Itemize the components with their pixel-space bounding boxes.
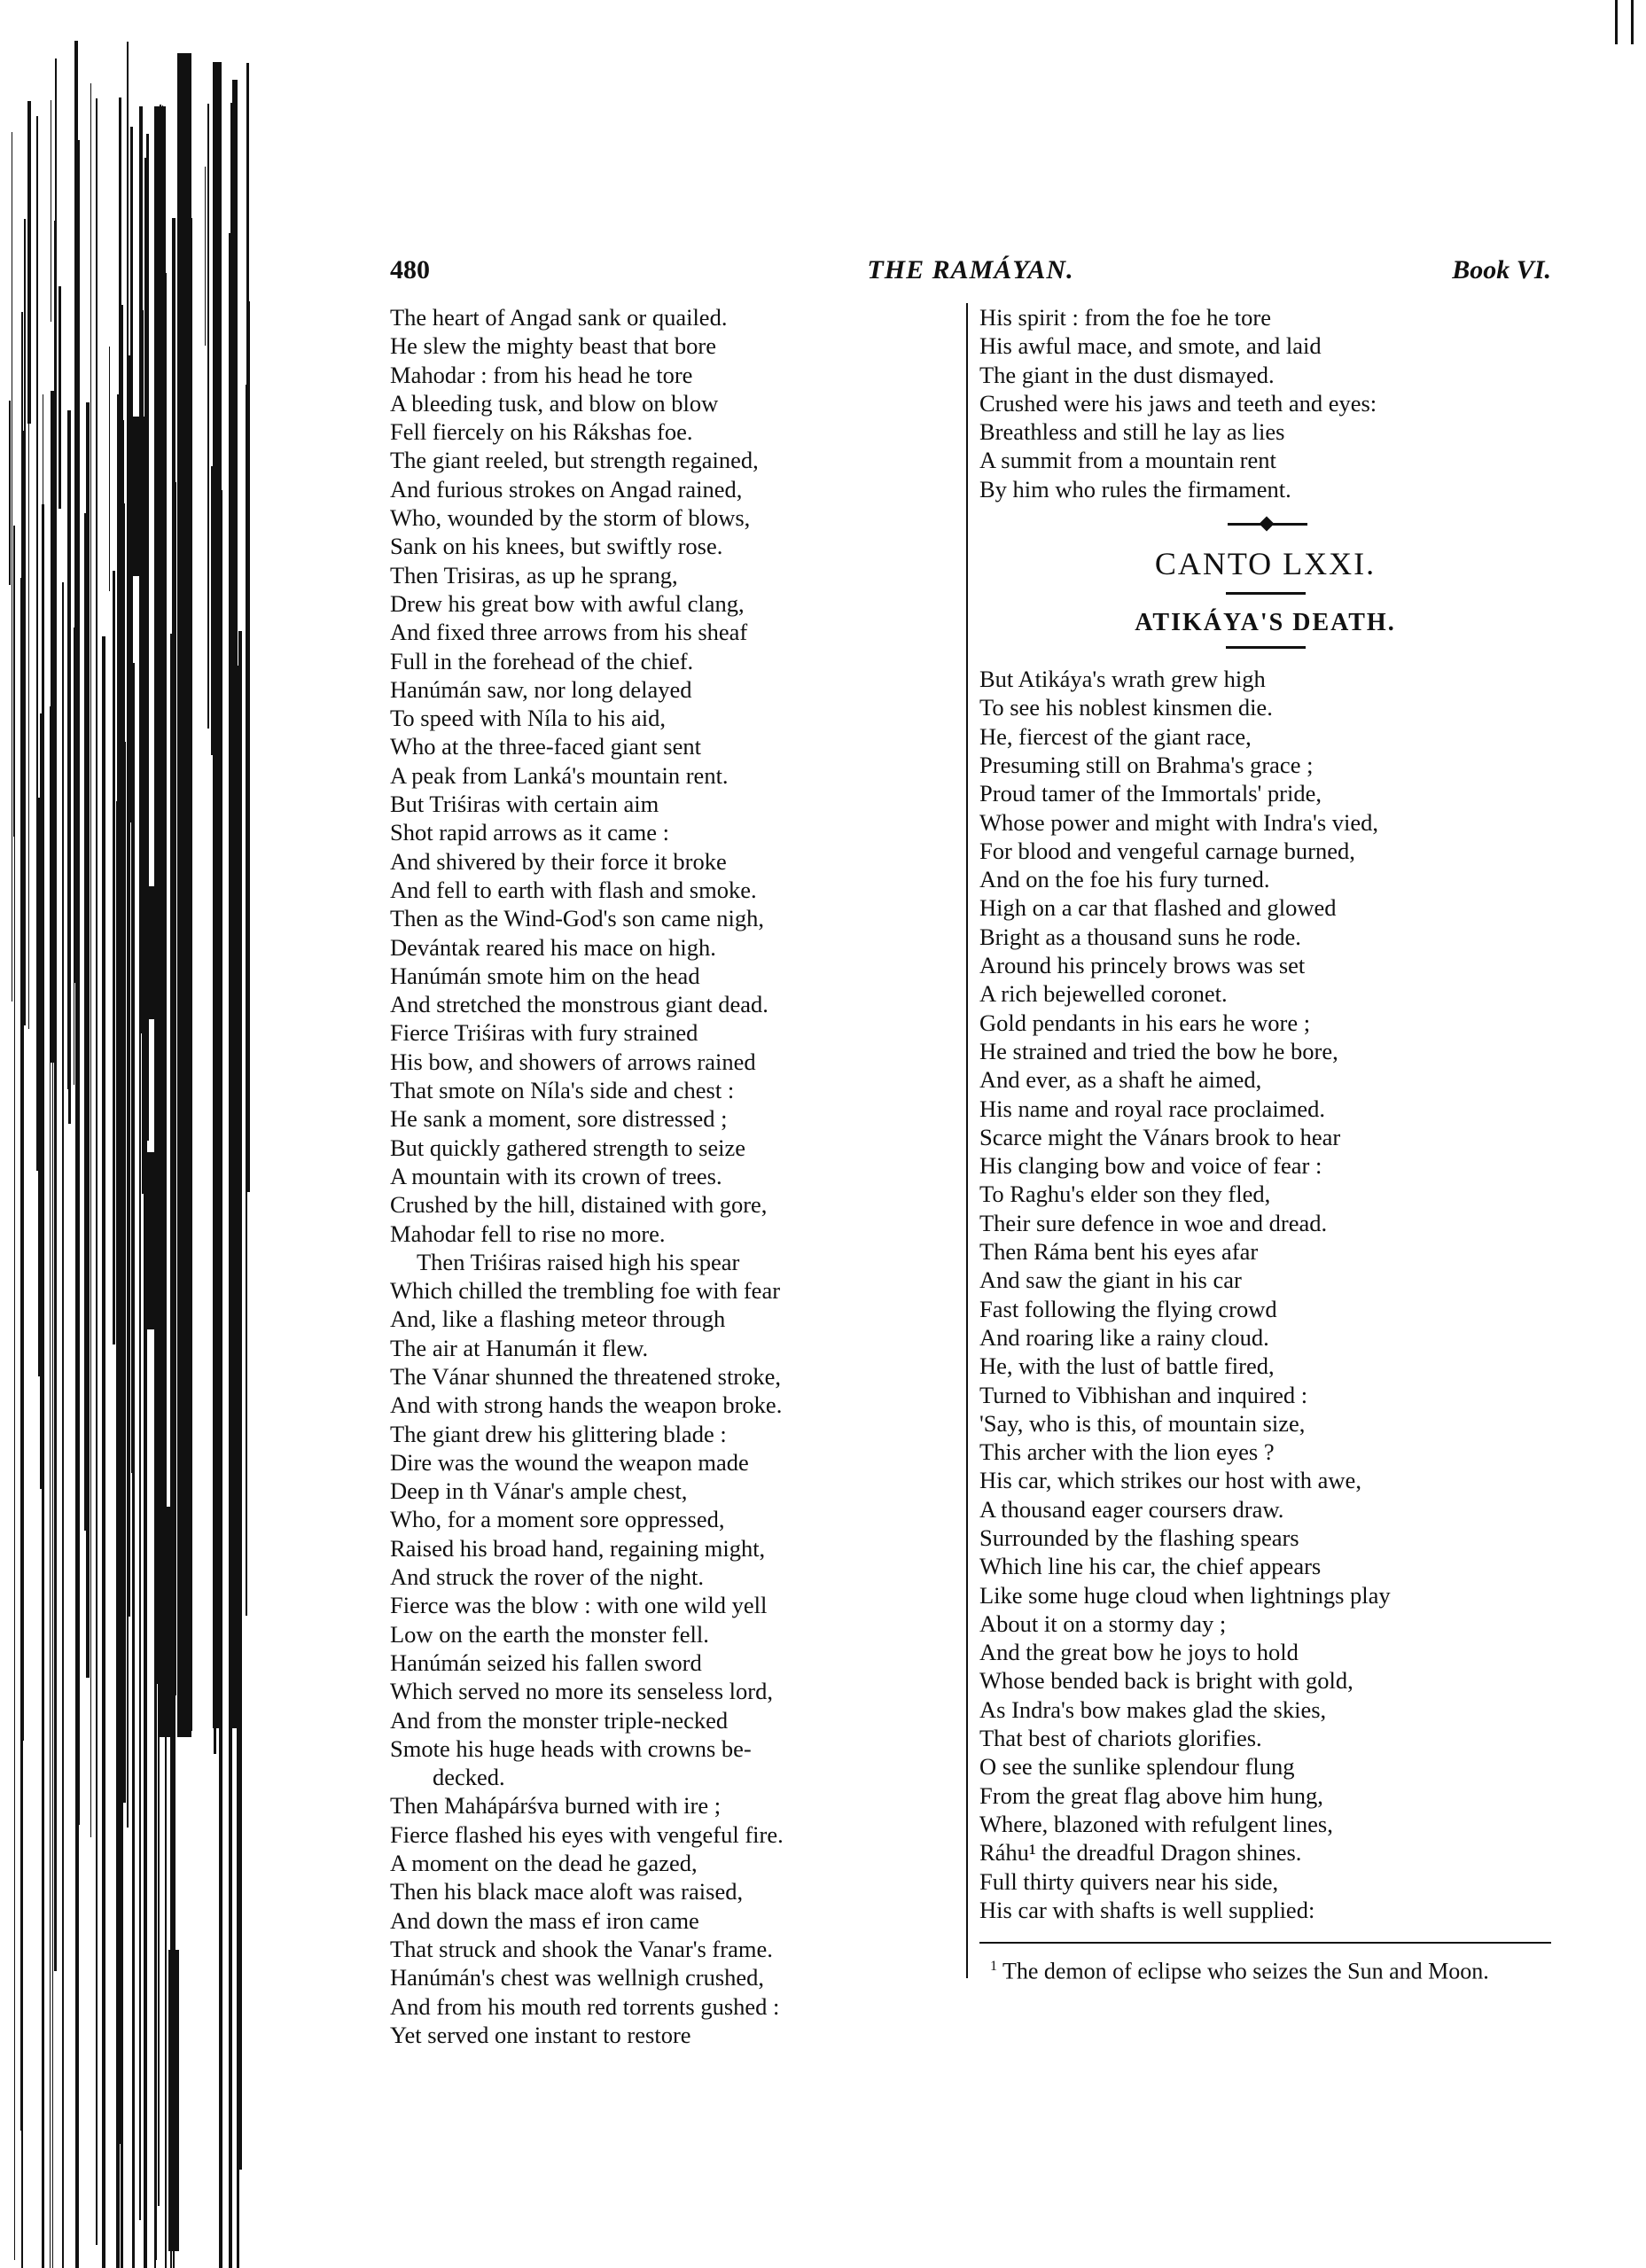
verse-line: This archer with the lion eyes ? <box>979 1438 1275 1466</box>
verse-line: And on the foe his fury turned. <box>979 866 1270 893</box>
binding-stripe <box>160 1507 176 1737</box>
binding-stripe <box>22 431 24 1741</box>
verse-line: A peak from Lanká's mountain rent. <box>390 761 729 789</box>
verse-line: His car, which strikes our host with awe, <box>979 1467 1361 1494</box>
verse-line: A bleeding tusk, and blow on blow <box>390 389 719 417</box>
verse-line: decked. <box>433 1764 505 1791</box>
verse-line: And struck the rover of the night. <box>390 1563 704 1591</box>
verse-line: Proud tamer of the Immortals' pride, <box>979 780 1322 807</box>
verse-line: Which chilled the trembling foe with fear <box>390 1277 781 1305</box>
binding-stripe <box>168 1950 179 2251</box>
right-column <box>979 303 1551 1986</box>
binding-stripe <box>155 106 166 1684</box>
binding-stripe <box>207 104 209 729</box>
book-number: Book VI. <box>1452 255 1551 284</box>
canto-title: CANTO LXXI. <box>1154 546 1377 582</box>
verse-line: Scarce might the Vánars brook to hear <box>979 1123 1341 1150</box>
verse-line: His name and royal race proclaimed. <box>979 1095 1325 1122</box>
column-divider <box>966 303 968 1978</box>
verse-line: He strained and tried the bow he bore, <box>979 1037 1338 1064</box>
verse-line: Then Trisiras, as up he sprang, <box>390 561 678 588</box>
binding-stripe <box>9 401 11 585</box>
verse-line: And ever, as a shaft he aimed, <box>979 1066 1262 1094</box>
verse-line: Crushed by the hill, distained with gore, <box>390 1191 768 1219</box>
verse-line: As Indra's bow makes glad the skies, <box>979 1695 1327 1723</box>
book-binding-edge <box>0 0 293 2268</box>
verse-line: Gold pendants in his ears he wore ; <box>979 1009 1311 1036</box>
footnote <box>979 1952 1551 1986</box>
binding-stripe <box>232 80 238 1728</box>
verse-line: From the great flag above him hung, <box>979 1781 1323 1809</box>
short-rule <box>1226 646 1306 649</box>
verse-line: 'Say, who is this, of mountain size, <box>979 1409 1306 1437</box>
verse-line: High on a car that flashed and glowed <box>979 894 1337 922</box>
verse-line: A rich bejewelled coronet. <box>979 980 1228 1008</box>
verse-line: And down the mass ef iron came <box>390 1906 699 1934</box>
binding-stripe <box>109 347 110 591</box>
verse-line: Presuming still on Brahma's grace ; <box>979 751 1314 778</box>
verse-line: Then Ráma bent his eyes afar <box>979 1238 1259 1266</box>
verse-line: Fell fiercely on his Rákshas foe. <box>390 418 693 446</box>
verse-line: And with strong hands the weapon broke. <box>390 1391 783 1419</box>
binding-stripe <box>36 116 38 1171</box>
verse-line: That struck and shook the Vanar's frame. <box>390 1935 773 1962</box>
page-number: 480 <box>390 255 430 284</box>
verse-line: Raised his broad hand, regaining might, <box>390 1534 766 1562</box>
binding-stripe <box>54 221 57 1971</box>
verse-line: Hanúmán seized his fallen sword <box>390 1648 702 1676</box>
binding-stripe <box>50 706 51 2268</box>
verse-line: To see his noblest kinsmen die. <box>979 694 1273 721</box>
footnote-text: The demon of eclipse who seizes the Sun and Moon. <box>1002 1958 1489 1984</box>
verse-line: Who, for a moment sore oppressed, <box>390 1506 725 1533</box>
binding-stripe <box>59 286 61 509</box>
verse-line: Smote his huge heads with crowns be- <box>390 1734 752 1762</box>
verse-line: Crushed were his jaws and teeth and eyes: <box>979 389 1377 417</box>
binding-stripe <box>247 301 250 1192</box>
binding-stripe <box>123 420 124 1254</box>
binding-stripe <box>14 599 15 2260</box>
verse-line: Whose power and might with Indra's vied, <box>979 808 1379 836</box>
verse-line: Fast following the flying crowd <box>979 1295 1277 1322</box>
binding-stripe <box>113 571 115 1344</box>
verse-line: He, fiercest of the giant race, <box>979 722 1252 750</box>
verse-line: Whose bended back is bright with gold, <box>979 1667 1353 1695</box>
verse-line: Fierce was the blow : with one wild yell <box>390 1592 768 1619</box>
verse-line: And stretched the monstrous giant dead. <box>390 991 768 1018</box>
verse-line: Mahodar : from his head he tore <box>390 361 693 388</box>
binding-stripe <box>42 504 44 2268</box>
verse-line: Like some huge cloud when lightnings play <box>979 1581 1391 1609</box>
verse-line: Drew his great bow with awful clang, <box>390 589 745 617</box>
verse-line: Mahodar fell to rise no more. <box>390 1220 666 1247</box>
verse-line: To Raghu's elder son they fled, <box>979 1181 1271 1208</box>
verse-line: And fell to earth with flash and smoke. <box>390 876 757 903</box>
ornament-diamond-icon <box>1260 517 1275 532</box>
verse-line: Then Triśiras raised high his spear <box>417 1248 740 1275</box>
verse-line: And fixed three arrows from his sheaf <box>390 619 748 646</box>
verse-line: The air at Hanumán it flew. <box>390 1334 649 1361</box>
binding-stripe <box>133 417 149 576</box>
binding-stripe <box>90 83 91 1837</box>
verse-line: Then Mahápárśva burned with ire ; <box>390 1792 722 1820</box>
verse-line: He slew the mighty beast that bore <box>390 332 716 360</box>
binding-stripe <box>86 402 90 1678</box>
verse-line: He, with the lust of battle fired, <box>979 1352 1275 1380</box>
verse-line: For blood and vengeful carnage burned, <box>979 837 1355 864</box>
verse-line: A mountain with its crown of trees. <box>390 1162 722 1189</box>
verse-line: Ráhu¹ the dreadful Dragon shines. <box>979 1839 1302 1867</box>
footnote-rule <box>979 1942 1551 1944</box>
verse-line: Turned to Vibhishan and inquired : <box>979 1381 1308 1408</box>
binding-stripe <box>116 801 119 2268</box>
verse-line: Who at the three-faced giant sent <box>390 733 701 760</box>
ornament-divider <box>979 503 1551 539</box>
binding-stripe <box>213 62 222 1728</box>
verse-line: Devántak reared his mace on high. <box>390 933 716 961</box>
corner-mark <box>1615 0 1618 44</box>
verse-line: His car with shafts is well supplied: <box>979 1896 1315 1923</box>
binding-stripe <box>28 152 29 1029</box>
verse-line: And saw the giant in his car <box>979 1266 1242 1294</box>
verse-line: Then as the Wind-God's son came nigh, <box>390 905 764 932</box>
verse-line: His awful mace, and smote, and laid <box>979 332 1322 360</box>
verse-line: And, like a flashing meteor through <box>390 1305 726 1333</box>
verse-line: Full in the forehead of the chief. <box>390 647 694 674</box>
verse-line: Low on the earth the monster fell. <box>390 1620 709 1648</box>
verse-line: Fierce Triśiras with fury strained <box>390 1019 698 1047</box>
running-head <box>390 248 1551 292</box>
right-column-verses-canto <box>979 665 1551 1924</box>
verse-line: The giant drew his glittering blade : <box>390 1420 727 1447</box>
verse-line: And furious strokes on Angad rained, <box>390 475 743 503</box>
binding-stripe <box>62 582 64 2268</box>
verse-line: And from the monster triple-necked <box>390 1706 729 1734</box>
verse-line: Dire was the wound the weapon made <box>390 1448 749 1476</box>
corner-mark <box>1631 0 1634 44</box>
binding-stripe <box>133 739 135 2268</box>
verse-line: A moment on the dead he gazed, <box>390 1850 698 1877</box>
binding-stripe <box>146 1152 159 1329</box>
verse-line: His spirit : from the foe he tore <box>979 304 1271 331</box>
verse-line: But Triśiras with certain aim <box>390 791 659 818</box>
verse-line: And the great bow he joys to hold <box>979 1639 1299 1666</box>
book-page <box>390 248 1551 2048</box>
verse-line: Hanúmán saw, nor long delayed <box>390 675 692 703</box>
verse-line: Bright as a thousand suns he rode. <box>979 923 1301 950</box>
binding-stripe <box>13 526 15 837</box>
verse-line: That best of chariots glorifies. <box>979 1725 1262 1752</box>
left-column <box>390 303 957 2049</box>
verse-line: Breathless and still he lay as lies <box>979 418 1285 446</box>
verse-line: O see the sunlike splendour flung <box>979 1753 1295 1781</box>
binding-stripe <box>142 886 156 1019</box>
verse-line: Around his princely brows was set <box>979 952 1306 979</box>
binding-stripe <box>77 140 80 1825</box>
verse-line: A thousand eager coursers draw. <box>979 1495 1284 1523</box>
verse-line: And shivered by their force it broke <box>390 847 727 875</box>
verse-line: Yet served one instant to restore <box>390 2021 691 2048</box>
verse-line: Deep in th Vánar's ample chest, <box>390 1477 688 1505</box>
verse-line: The Vánar shunned the threatened stroke, <box>390 1362 782 1390</box>
binding-stripe <box>68 489 71 1124</box>
verse-line: But quickly gathered strength to seize <box>390 1134 746 1161</box>
verse-line: And roaring like a rainy cloud. <box>979 1323 1269 1351</box>
verse-line: And from his mouth red torrents gushed : <box>390 1992 780 2020</box>
binding-stripe <box>205 167 206 346</box>
book-title: THE RAMÁYAN. <box>867 255 1074 284</box>
verse-line: Fierce flashed his eyes with vengeful fire. <box>390 1820 784 1848</box>
verse-line: Which line his car, the chief appears <box>979 1553 1322 1580</box>
verse-line: A summit from a mountain rent <box>979 447 1276 474</box>
binding-stripe <box>229 233 230 928</box>
verse-line: The heart of Angad sank or quailed. <box>390 304 728 331</box>
binding-stripe <box>129 355 130 1617</box>
verse-line: Which served no more its senseless lord, <box>390 1678 773 1705</box>
verse-line: That smote on Níla's side and chest : <box>390 1077 735 1104</box>
binding-stripe <box>172 575 173 1111</box>
binding-stripe <box>24 219 26 1025</box>
verse-line: Their sure defence in woe and dread. <box>979 1209 1328 1236</box>
verse-line: To speed with Níla to his aid, <box>390 705 666 732</box>
verse-line: Surrounded by the flashing spears <box>979 1524 1299 1551</box>
verse-line: Who, wounded by the storm of blows, <box>390 504 751 532</box>
footnote-marker: 1 <box>990 1959 997 1975</box>
verse-line: Full thirty quivers near his side, <box>979 1867 1279 1895</box>
verse-line: Shot rapid arrows as it came : <box>390 819 669 846</box>
verse-line: Where, blazoned with refulgent lines, <box>979 1810 1333 1837</box>
verse-line: By him who rules the firmament. <box>979 475 1291 503</box>
verse-line: His bow, and showers of arrows rained <box>390 1048 756 1075</box>
verse-line: The giant reeled, but strength regained, <box>390 447 759 474</box>
verse-line: About it on a stormy day ; <box>979 1609 1227 1637</box>
verse-line: He sank a moment, sore distressed ; <box>390 1105 728 1133</box>
binding-stripe <box>96 98 98 2245</box>
short-rule <box>1226 592 1306 595</box>
right-column-verses-top <box>979 303 1551 503</box>
verse-line: But Atikáya's wrath grew high <box>979 666 1266 693</box>
verse-line: Hanúmán smote him on the head <box>390 962 700 989</box>
binding-stripe <box>102 636 105 2268</box>
canto-subtitle: ATIKÁYA'S DEATH. <box>1135 609 1396 637</box>
verse-line: Sank on his knees, but swiftly rose. <box>390 533 723 560</box>
verse-line: Hanúmán's chest was wellnigh crushed, <box>390 1964 765 1991</box>
binding-stripe <box>177 53 191 1737</box>
verse-line: The giant in the dust dismayed. <box>979 361 1275 388</box>
verse-line: Then his black mace aloft was raised, <box>390 1878 744 1906</box>
verse-line: His clanging bow and voice of fear : <box>979 1152 1322 1180</box>
